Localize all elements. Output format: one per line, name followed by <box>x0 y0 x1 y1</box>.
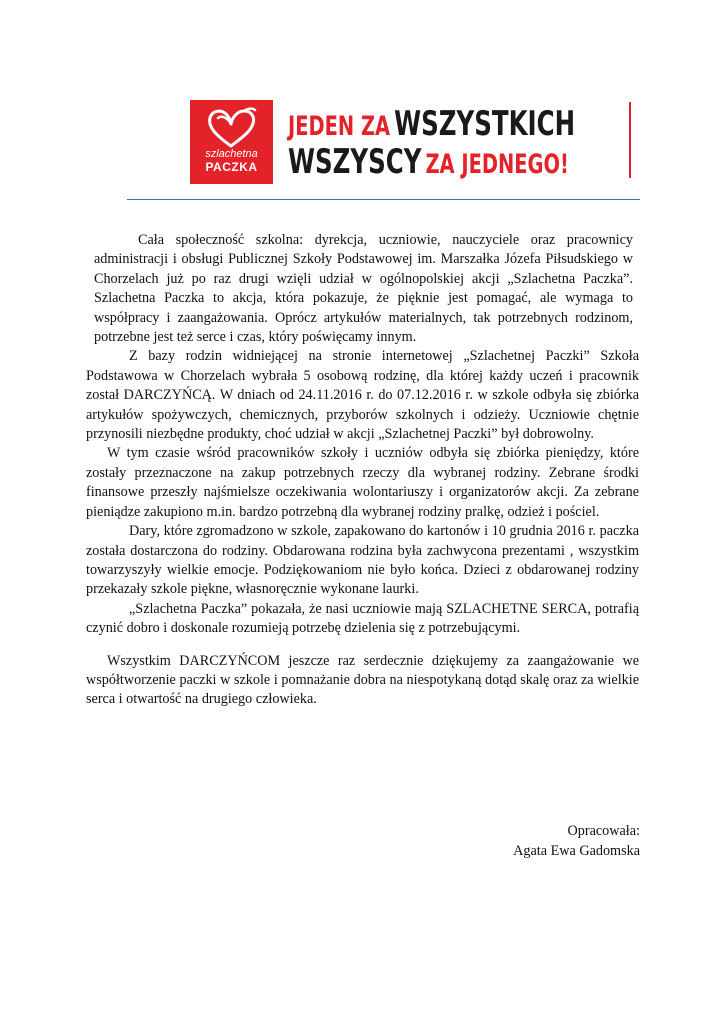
signature-block <box>513 821 640 861</box>
paragraph-delivery: Dary, które zgromadzono w szkole, zapakowano do kartonów i 10 grudnia 2016 r. paczka została dostarczona do rodziny. Obdarowana rodzina była zachwycona prezentami , wszystkim towarzyszyły wielkie emocje. Podziękowaniom nie było końca. Dzieci z obdarowanej rodziny przekazały szkole piękne, własnoręcznie wykonane laurki. <box>86 523 639 598</box>
signature-label: Opracowała: <box>567 823 640 839</box>
logo-text-szlachetna: szlachetna <box>205 148 258 160</box>
paragraph-summary: „Szlachetna Paczka” pokazała, że nasi uczniowie mają SZLACHETNE SERCA, potrafią czynić dobro i doskonale rozumieją potrzebę dzielenia się z potrzebującymi. <box>86 600 639 637</box>
paragraph-thanks: Wszystkim DARCZYŃCOM jeszcze raz serdecznie dziękujemy za zaangażowanie we współtworzenie paczki w szkole i pomnażanie dobra na niespotykaną dotąd skalę oraz za wielkie serca i otwartość na drugiego człowieka. <box>86 652 639 708</box>
signature-author: Agata Ewa Gadomska <box>513 843 640 859</box>
slogan-line-2 <box>288 142 569 182</box>
slogan-za-jednego: ZA JEDNEGO! <box>425 149 569 180</box>
paragraph-fundraising: W tym czasie wśród pracowników szkoły i uczniów odbyła się zbiórka pieniędzy, które zostały przeznaczone na zakup potrzebnych rzeczy dla wybranej rodziny. Zebrane środki finansowe przeszły najśmielsze oczekiwania wolontariuszy i organizatorów akcji. Za zebrane pieniądze zakupiono m.in. bardzo potrzebną dla wybranej rodziny pralkę, odzież i pościel. <box>86 445 639 520</box>
paragraph-intro: Cała społeczność szkolna: dyrekcja, uczniowie, nauczyciele oraz pracownicy administracji i obsługi Publicznej Szkoły Podstawowej im. Marszałka Józefa Piłsudskiego w Chorzelach już po raz drugi wzięli udział w ogólnopolskiej akcji „Szlachetna Paczka”. Szlachetna Paczka to akcja, która pokazuje, że pięknie jest pomagać, ale wymaga to współpracy i zaangażowania. Oprócz artykułów materialnych, tak potrzebnych rodzinom, potrzebne jest też serce i czas, który poświęcamy innym. <box>94 232 633 346</box>
banner-accent-bar <box>629 102 631 178</box>
article-body <box>86 231 639 710</box>
header-divider <box>127 199 640 200</box>
slogan-wszystkich: WSZYSTKICH <box>394 104 576 144</box>
paragraph-family-selection: Z bazy rodzin widniejącej na stronie internetowej „Szlachetnej Paczki” Szkoła Podstawowa w Chorzelach wybrała 5 osobową rodzinę, dla której każdy uczeń i pracownik został DARCZYŃCĄ. W dniach od 24.11.2016 r. do 07.12.2016 r. w szkole odbyła się zbiórka artykułów spożywczych, chemicznych, przyborów szkolnych i odzieży. Uczniowie chętnie przynosili niezbędne produkty, choć udział w akcji „Szlachetnej Paczki” był dobrowolny. <box>86 348 639 443</box>
heart-ribbon-icon <box>204 106 259 150</box>
slogan-jeden-za: JEDEN ZA <box>288 111 391 142</box>
header-banner <box>190 100 576 184</box>
slogan-wszyscy: WSZYSCY <box>288 142 422 182</box>
slogan-line-1 <box>288 104 575 144</box>
logo-text-paczka: PACZKA <box>205 160 258 174</box>
szlachetna-paczka-logo <box>190 100 273 184</box>
